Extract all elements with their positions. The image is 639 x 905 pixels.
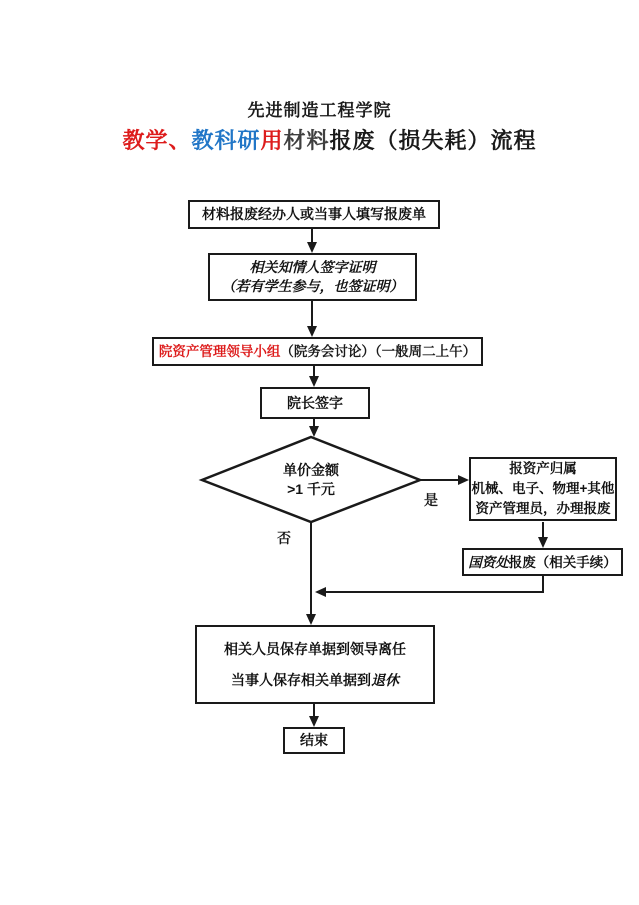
keep-line2-pre: 当事人保存相关单据到: [231, 671, 371, 688]
subtitle-segment-black: 报废（损失耗）流程: [329, 128, 537, 153]
flow-step-keep-records: [195, 625, 435, 704]
flow-step-witness-sign: [208, 253, 417, 301]
flow-step-end: [283, 727, 345, 754]
arrowhead-merge-left: [315, 587, 326, 597]
arrowhead-gzc: [538, 537, 548, 548]
branch-label-yes: 是: [424, 492, 438, 508]
gzc-rest-label: 报废（相关手续）: [508, 554, 617, 570]
asset-line1: 报资产归属: [509, 461, 577, 476]
asset-line2: 机械、电子、物理+其他: [471, 481, 615, 496]
flow-step-state-asset-office: [462, 548, 623, 576]
flow-step-fill-form: [188, 200, 440, 229]
arrowhead-yes: [458, 475, 469, 485]
asset-line3: 资产管理员，办理报废: [475, 501, 611, 516]
decision-price-threshold: [202, 437, 420, 522]
decision-line2: >1 千元: [287, 480, 335, 497]
flow-step-fill-form-label: 材料报废经办人或当事人填写报废单: [202, 206, 426, 222]
flow-step-lead-group: [152, 337, 483, 366]
end-label: 结束: [300, 732, 328, 748]
flow-step-asset-manager: [469, 457, 617, 521]
keep-line2: [231, 671, 399, 690]
arrowhead-box4: [309, 376, 319, 387]
arrowhead-diamond: [309, 426, 319, 437]
arrowhead-keepbox: [306, 614, 316, 625]
page-title: 先进制造工程学院: [247, 101, 392, 120]
subtitle-segment-gray: 材料: [283, 128, 330, 153]
connector-gzc-merge: [326, 576, 543, 592]
witness-line2: （若有学生参与，也签证明）: [221, 278, 404, 294]
lead-group-red-label: 院资产管理领导小组: [158, 344, 281, 359]
witness-line1: 相关知情人签字证明: [249, 259, 376, 275]
lead-group-black-label: （院务会讨论）（一般周二上午）: [280, 344, 477, 359]
arrowhead-end: [309, 716, 319, 727]
subtitle-segment-red2: 用: [260, 128, 284, 153]
arrowhead-box3: [307, 326, 317, 337]
keep-line2-italic: 退休: [371, 671, 399, 688]
decision-line1: 单价金额: [283, 461, 339, 478]
arrowhead-box2: [307, 242, 317, 253]
dean-sign-label: 院长签字: [287, 394, 343, 411]
subtitle-segment-blue: 教科研: [191, 128, 261, 153]
flow-step-dean-sign: [260, 387, 370, 419]
keep-line1: 相关人员保存单据到领导离任: [224, 640, 406, 657]
branch-label-no: 否: [277, 530, 291, 546]
subtitle-segment-red1: 教学、: [122, 128, 192, 153]
gzc-italic-label: 国资处: [468, 554, 509, 570]
